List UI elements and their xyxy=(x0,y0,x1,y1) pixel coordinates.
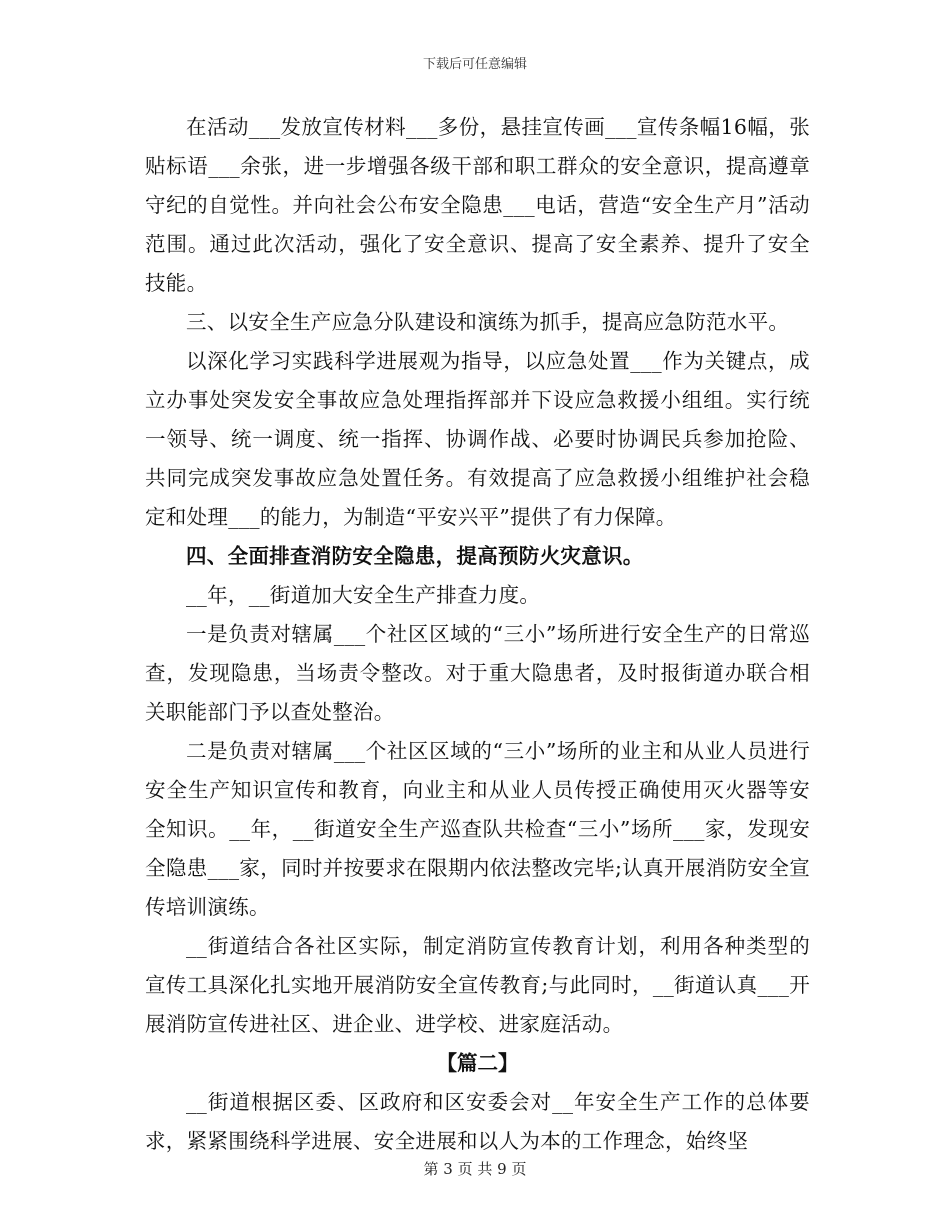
paragraph-section-three-heading: 三、以安全生产应急分队建设和演练为抓手，提高应急防范水平。 xyxy=(186,310,790,334)
paragraph-part-two-intro: __街道根据区委、区政府和区安委会对__年安全生产工作的总体要求，紧紧围绕科学进展、安全进展和以人为本的工作理念，始终坚 xyxy=(145,1090,810,1153)
page-footer: 第 3 页 共 9 页 xyxy=(423,1160,527,1178)
paragraph-emergency: 以深化学习实践科学进展观为指导，以应急处置___作为关键点，成立办事处突发安全事故应急处理指挥部并下设应急救援小组组。实行统一领导、统一调度、统一指挥、协调作战、必要时协调民兵参加抢险、共同完成突发事故应急处置任务。有效提高了应急救援小组维护社会稳定和处理___的能力，为制造“平安兴平”提供了有力保障。 xyxy=(145,349,810,529)
paragraph-activity: 在活动___发放宣传材料___多份，悬挂宣传画___宣传条幅16幅，张贴标语___余张，进一步增强各级干部和职工群众的安全意识，提高遵章守纪的自觉性。并向社会公布安全隐患___电话，营造“安全生产月”活动范围。通过此次活动，强化了安全意识、提高了安全素养、提升了安全技能。 xyxy=(145,115,810,295)
section-title: 【篇二】 xyxy=(436,1051,519,1075)
paragraph-section-four-heading: 四、全面排查消防安全隐患，提高预防火灾意识。 xyxy=(186,544,644,568)
paragraph-fire-education: __街道结合各社区实际，制定消防宣传教育计划，利用各种类型的宣传工具深化扎实地开展消防安全宣传教育;与此同时，__街道认真___开展消防宣传进社区、进企业、进学校、进家庭活动。 xyxy=(145,934,810,1036)
paragraph-inspection-intro: __年，__街道加大安全生产排查力度。 xyxy=(186,583,541,607)
page-header: 下载后可任意编辑 xyxy=(422,57,527,72)
paragraph-second-duty: 二是负责对辖属___个社区区域的“三小”场所的业主和从业人员进行安全生产知识宣传和教育，向业主和从业人员传授正确使用灭火器等安全知识。__年，__街道安全生产巡查队共检查“三小”场所___家，发现安全隐患___家，同时并按要求在限期内依法整改完毕;认真开展消防安全宣传培训演练。 xyxy=(145,739,810,919)
document-body xyxy=(145,108,810,1161)
paragraph-first-duty: 一是负责对辖属___个社区区域的“三小”场所进行安全生产的日常巡查，发现隐患，当场责令整改。对于重大隐患者，及时报街道办联合相关职能部门予以查处整治。 xyxy=(145,622,810,724)
